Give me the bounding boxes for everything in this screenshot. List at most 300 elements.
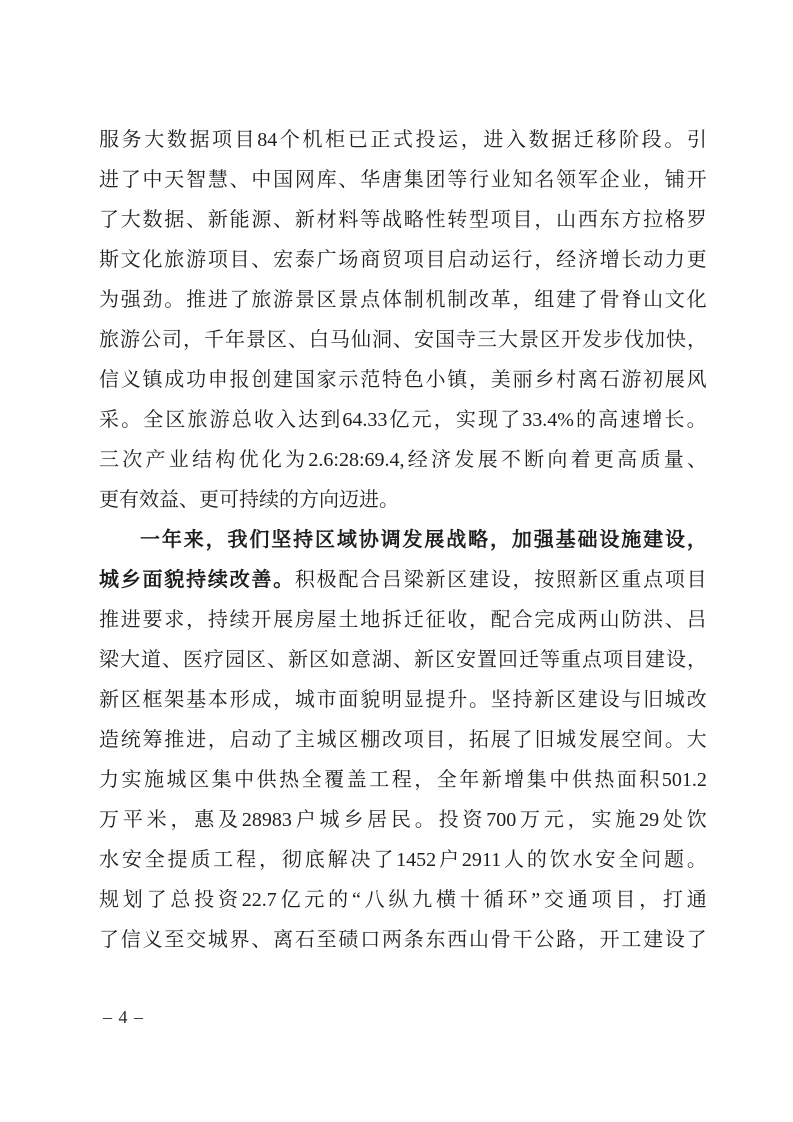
page-number: – 4 –: [103, 1007, 144, 1027]
body-text: 动: [643, 249, 664, 271]
body-text: 疗: [204, 649, 224, 671]
body-text: 重: [621, 569, 642, 591]
body-text: 优: [238, 449, 259, 471]
body-text: 统: [120, 729, 141, 751]
body-text: 实: [121, 769, 142, 791]
body-text: 主: [294, 729, 315, 751]
body-text: 防: [621, 609, 642, 631]
body-text: 新: [481, 769, 502, 791]
body-text: 环: [507, 889, 528, 911]
body-text: 安: [456, 649, 476, 671]
body-text: ，: [643, 169, 664, 191]
body-text: 更: [199, 489, 219, 511]
body-text: 。: [686, 409, 707, 431]
body-text: 极: [316, 569, 337, 591]
body-text: 目: [425, 729, 446, 751]
body-text: 条: [403, 929, 424, 951]
body-text: 实: [455, 409, 476, 431]
body-text: 惠: [194, 809, 215, 831]
body-text: 新: [534, 689, 555, 711]
body-text: 了: [229, 289, 250, 311]
body-text: 据: [551, 129, 572, 151]
body-text: 、: [251, 929, 272, 951]
body-text: 发: [454, 449, 475, 471]
emphasis-text: 年: [161, 529, 182, 551]
body-text: 景: [519, 329, 539, 351]
body-text: 高: [598, 409, 619, 431]
body-text: 西: [577, 209, 598, 231]
body-text: 到: [320, 409, 341, 431]
body-text: 构: [215, 449, 236, 471]
body-text: 化: [686, 289, 707, 311]
body-text: 广: [316, 249, 337, 271]
body-text: 建: [556, 289, 577, 311]
body-text: ，: [433, 409, 454, 431]
body-text: 屋: [316, 609, 337, 631]
body-text: 医: [183, 649, 203, 671]
body-text: 游: [209, 409, 230, 431]
text-line: [99, 360, 707, 400]
body-text: 新: [577, 569, 598, 591]
body-text: 纵: [388, 889, 409, 911]
body-text: 处: [662, 809, 683, 831]
body-text: 数: [528, 129, 549, 151]
body-text: 方: [621, 209, 642, 231]
body-text: 区: [447, 569, 468, 591]
body-text: 三: [99, 449, 119, 471]
body-text: 名: [534, 169, 555, 191]
body-text: 区: [165, 409, 186, 431]
body-text: 干: [512, 929, 533, 951]
body-text: 数: [166, 129, 187, 151]
body-text: 目: [425, 249, 446, 271]
body-text: 、: [338, 169, 359, 191]
body-text: 供: [571, 769, 592, 791]
body-text: 机: [425, 289, 446, 311]
body-text: 中: [142, 169, 163, 191]
body-text: 亿: [280, 889, 301, 911]
emphasis-text: 城: [99, 569, 119, 591]
emphasis-text: ，: [205, 529, 226, 551]
body-text: 东: [599, 209, 620, 231]
text-line: [99, 720, 707, 760]
emphasis-text: 改: [229, 569, 250, 591]
body-text: 义: [120, 369, 141, 391]
body-text: 展: [477, 449, 498, 471]
body-text: 进: [186, 729, 207, 751]
body-text: ，: [687, 329, 707, 351]
body-text: 知: [512, 169, 533, 191]
body-text: 合: [512, 609, 533, 631]
body-text: 仙: [351, 329, 371, 351]
body-text: 千: [204, 329, 224, 351]
body-text: 33.4%: [522, 409, 574, 431]
text-line: [99, 400, 707, 440]
body-text: 目: [234, 129, 255, 151]
body-text: 区: [338, 729, 359, 751]
body-text: 据: [164, 209, 185, 231]
body-text: 程: [236, 849, 257, 871]
body-text: 界: [229, 929, 250, 951]
body-text: 信: [99, 369, 119, 391]
body-text: 有: [119, 489, 139, 511]
body-text: 城: [207, 929, 228, 951]
body-text: 地: [360, 609, 381, 631]
body-text: 新: [207, 209, 228, 231]
text-line: [99, 920, 707, 960]
body-text: 为: [99, 289, 119, 311]
body-text: 建: [643, 929, 664, 951]
emphasis-text: 乡: [120, 569, 141, 591]
body-text: 速: [620, 409, 641, 431]
body-text: 土: [338, 609, 359, 631]
body-text: 至: [316, 929, 337, 951]
body-text: 22.7: [241, 889, 277, 911]
body-text: 置: [477, 649, 497, 671]
body-text: 造: [99, 729, 119, 751]
body-text: 显: [403, 689, 424, 711]
body-text: 进: [483, 129, 504, 151]
body-text: 提: [425, 689, 446, 711]
body-text: 发: [582, 329, 602, 351]
body-text: 至: [164, 929, 185, 951]
body-text: 新: [99, 689, 119, 711]
emphasis-text: 础: [577, 529, 598, 551]
body-text: 投: [438, 809, 459, 831]
body-text: 功: [186, 369, 207, 391]
body-text: 区: [599, 569, 620, 591]
body-text: 改: [381, 729, 402, 751]
body-text: 旅: [251, 289, 272, 311]
body-text: 实: [591, 809, 612, 831]
body-text: 元: [543, 809, 564, 831]
body-text: 、: [251, 249, 272, 271]
body-text: 迁: [403, 609, 424, 631]
body-text: 着: [570, 449, 591, 471]
body-text: 企: [599, 169, 620, 191]
body-text: 积: [294, 569, 315, 591]
page-footer: [103, 1003, 144, 1031]
body-text: 洞: [372, 329, 392, 351]
emphasis-text: 发: [402, 529, 423, 551]
body-text: 转: [447, 209, 468, 231]
body-text: 如: [330, 649, 350, 671]
body-text: 解: [327, 849, 348, 871]
emphasis-text: 协: [358, 529, 379, 551]
body-text: 配: [338, 569, 359, 591]
body-text: 公: [141, 329, 161, 351]
body-text: 更: [686, 249, 707, 271]
emphasis-text: 善: [251, 569, 272, 591]
body-text: 了: [273, 729, 294, 751]
body-text: 山: [469, 929, 490, 951]
body-text: 山: [643, 289, 664, 311]
body-text: 吕: [686, 609, 707, 631]
body-text: 求: [164, 609, 185, 631]
body-text: 服: [99, 129, 119, 151]
body-text: 交: [186, 929, 207, 951]
body-text: 旧: [534, 729, 555, 751]
emphasis-text: 坚: [271, 529, 292, 551]
body-text: 可: [219, 489, 239, 511]
body-text: 游: [273, 289, 294, 311]
body-text: 照: [556, 569, 577, 591]
emphasis-text: 调: [380, 529, 401, 551]
body-text: 梁: [403, 569, 424, 591]
body-text: 发: [577, 729, 598, 751]
body-text: 、: [393, 329, 413, 351]
body-text: 貌: [360, 689, 381, 711]
body-text: 大: [144, 129, 165, 151]
body-text: 范: [360, 369, 381, 391]
body-text: 持: [239, 489, 259, 511]
body-text: 现: [478, 409, 498, 431]
body-text: 司: [162, 329, 182, 351]
body-text: 柜: [325, 129, 346, 151]
body-text: 段: [641, 129, 662, 151]
body-text: 国: [294, 369, 315, 391]
emphasis-text: 续: [207, 569, 228, 591]
body-text: 推: [99, 609, 119, 631]
body-text: 业: [168, 449, 189, 471]
emphasis-text: 持: [186, 569, 207, 591]
body-text: 园: [225, 649, 245, 671]
body-text: 居: [367, 809, 388, 831]
text-line: [99, 640, 707, 680]
body-text: 大: [686, 729, 707, 751]
body-text: 引: [686, 129, 707, 151]
body-text: 旅: [99, 329, 119, 351]
text-line: [99, 840, 707, 880]
body-text: 产: [145, 449, 166, 471]
body-text: 。: [664, 729, 685, 751]
body-text: 型: [469, 209, 490, 231]
body-text: 罗: [686, 209, 707, 231]
body-text: 配: [490, 609, 511, 631]
body-text: 收: [253, 409, 274, 431]
body-text: 西: [447, 929, 468, 951]
body-text: 运: [438, 129, 459, 151]
body-text: 持: [207, 609, 228, 631]
body-text: ，: [207, 729, 228, 751]
body-text: 量: [663, 449, 684, 471]
body-text: 进: [99, 169, 119, 191]
body-text: 景: [246, 329, 266, 351]
body-text: 1452: [396, 849, 437, 871]
body-text: 户: [295, 809, 316, 831]
body-text: 步: [603, 329, 623, 351]
body-text: 美: [490, 369, 511, 391]
body-text: 建: [273, 369, 294, 391]
body-text: 组: [534, 289, 555, 311]
body-text: 离: [577, 369, 598, 391]
body-text: 两: [381, 929, 402, 951]
body-text: 大: [120, 649, 140, 671]
body-text: 了: [120, 169, 141, 191]
body-text: 推: [164, 729, 185, 751]
body-text: 成: [164, 369, 185, 391]
body-text: 村: [556, 369, 577, 391]
body-text: 底: [304, 849, 325, 871]
body-text: 新: [288, 649, 308, 671]
body-text: 申: [207, 369, 228, 391]
body-text: 完: [534, 609, 555, 631]
body-text: 供: [256, 769, 277, 791]
body-text: 提: [167, 849, 188, 871]
body-text: 基: [186, 689, 207, 711]
body-text: 开: [561, 329, 581, 351]
body-text: 白: [309, 329, 329, 351]
body-text: 空: [621, 729, 642, 751]
emphasis-text: 貌: [164, 569, 185, 591]
body-text: 点: [582, 649, 602, 671]
body-text: 游: [186, 249, 207, 271]
body-text: 资: [462, 809, 483, 831]
body-text: 、: [186, 209, 207, 231]
body-text: 全: [436, 769, 457, 791]
body-text: 了: [99, 209, 119, 231]
body-text: 间: [643, 729, 664, 751]
body-text: 投: [194, 889, 215, 911]
body-text: ”: [531, 889, 541, 911]
body-text: 大: [498, 329, 518, 351]
body-text: 铺: [664, 169, 685, 191]
body-text: 城: [319, 809, 340, 831]
body-text: 28983: [241, 809, 292, 831]
body-text: 丽: [512, 369, 533, 391]
body-text: 增: [599, 249, 620, 271]
body-text: 运: [490, 249, 511, 271]
emphasis-text: 施: [621, 529, 642, 551]
body-text: 游: [120, 329, 140, 351]
body-text: 已: [347, 129, 368, 151]
body-text: ，: [577, 929, 598, 951]
body-text: 能: [229, 209, 250, 231]
body-text: 道: [141, 649, 161, 671]
body-text: ，: [469, 369, 490, 391]
body-text: 项: [490, 209, 511, 231]
body-text: 斯: [99, 249, 119, 271]
document-body: [99, 120, 707, 960]
body-text: 伐: [624, 329, 644, 351]
emphasis-text: 展: [424, 529, 445, 551]
body-text: 结: [192, 449, 213, 471]
body-text: 架: [164, 689, 185, 711]
body-text: 了: [146, 889, 167, 911]
body-text: 特: [381, 369, 402, 391]
body-text: ，: [639, 889, 660, 911]
emphasis-text: 战: [446, 529, 467, 551]
emphasis-text: 我: [227, 529, 248, 551]
body-text: 创: [251, 369, 272, 391]
body-text: 新: [414, 649, 434, 671]
body-text: 城: [556, 729, 577, 751]
body-text: 的: [328, 889, 349, 911]
text-line: [99, 240, 707, 280]
body-text: 高: [617, 449, 638, 471]
body-text: 了: [373, 849, 394, 871]
body-text: 、: [664, 609, 685, 631]
body-text: ，: [512, 289, 533, 311]
body-text: 进: [207, 289, 228, 311]
body-text: 济: [577, 249, 598, 271]
body-text: 元: [304, 889, 325, 911]
body-text: 长: [621, 249, 642, 271]
body-text: 初: [643, 369, 664, 391]
body-text: 点: [360, 289, 381, 311]
body-text: 大: [120, 209, 141, 231]
body-text: ，: [460, 129, 481, 151]
body-text: 城: [316, 729, 337, 751]
body-text: 数: [142, 209, 163, 231]
emphasis-text: 强: [533, 529, 554, 551]
body-text: 行: [469, 169, 490, 191]
body-text: 项: [207, 249, 228, 271]
body-text: 开: [599, 929, 620, 951]
emphasis-text: 区: [315, 529, 335, 551]
body-text: ，: [469, 609, 490, 631]
body-text: 万: [520, 809, 540, 831]
body-text: “: [351, 889, 361, 911]
body-text: 按: [534, 569, 555, 591]
body-text: 游: [621, 369, 642, 391]
body-text: 目: [512, 209, 533, 231]
body-text: 等: [447, 169, 468, 191]
body-text: 启: [447, 249, 468, 271]
body-text: 安: [595, 849, 616, 871]
body-text: 城: [294, 689, 315, 711]
body-text: 通: [686, 889, 707, 911]
body-text: 三: [477, 329, 497, 351]
body-text: 集: [403, 169, 424, 191]
body-text: 开: [251, 609, 272, 631]
body-text: 迁: [573, 129, 594, 151]
text-line: [99, 520, 707, 560]
body-text: 国: [273, 169, 294, 191]
body-text: 集: [211, 769, 232, 791]
body-text: 。: [121, 409, 142, 431]
body-text: ，: [186, 609, 207, 631]
text-line: [99, 120, 707, 160]
body-text: 智: [186, 169, 207, 191]
body-text: 济: [431, 449, 452, 471]
body-text: 、: [288, 329, 308, 351]
body-text: 了: [500, 409, 521, 431]
body-text: 全: [618, 849, 639, 871]
body-text: 路: [556, 929, 577, 951]
body-text: 达: [298, 409, 319, 431]
body-text: 材: [316, 209, 337, 231]
text-line: [99, 320, 707, 360]
emphasis-text: 略: [468, 529, 489, 551]
body-text: 要: [142, 609, 163, 631]
body-text: 程: [391, 769, 412, 791]
body-text: 动: [251, 729, 272, 751]
body-text: ，: [273, 689, 294, 711]
body-text: 全: [301, 769, 322, 791]
body-text: 规: [99, 889, 119, 911]
body-text: 库: [316, 169, 337, 191]
body-text: 性: [425, 209, 446, 231]
body-text: 总: [231, 409, 252, 431]
body-text: 米: [146, 809, 167, 831]
body-text: 口: [360, 929, 381, 951]
body-text: 水: [99, 849, 119, 871]
emphasis-text: ，: [686, 529, 707, 551]
body-text: 区: [189, 769, 210, 791]
body-text: 机: [302, 129, 323, 151]
body-text: 全: [144, 849, 165, 871]
